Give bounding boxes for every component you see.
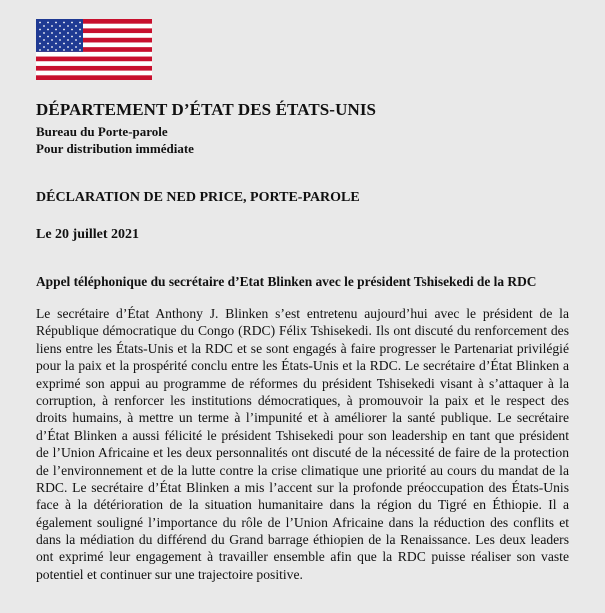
body-line: potentiel et continuer sur une trajectoire positive.	[36, 566, 303, 582]
body-line: Le secrétaire d’État Anthony J. Blinken s’est entretenu aujourd’hui avec le président de la	[36, 306, 569, 321]
body-line: d’État Blinken a aussi félicité le président Tshisekedi pour son leadership en tant que président	[36, 427, 569, 443]
us-flag-icon	[36, 19, 152, 80]
statement-body	[36, 305, 569, 583]
body-line: face à la détérioration de la situation humanitaire dans la région du Tigré en Éthiopie. Il a	[36, 497, 569, 513]
body-line: pour la paix et la prospérité conclu entre les États-Unis et la RDC. Le secrétaire d’État Blinken a	[36, 358, 569, 374]
body-line: également souligné l’importance du rôle de l’Union Africaine dans la réduction des conflits et	[36, 514, 569, 530]
body-line: de l’environnement et de la lutte contre la crise climatique une priorité au cours du mandat de la	[36, 462, 569, 478]
body-line: droits humains, à mettre un terme à l’impunité et à améliorer la santé publique. Le secrétaire	[36, 410, 569, 426]
body-line: de l’Union Africaine et les deux personnalités ont discuté de la nécessité de faire de la protection	[36, 445, 569, 461]
bureau-label: Bureau du Porte-parole	[36, 124, 168, 139]
body-line: République démocratique du Congo (RDC) Félix Tshisekedi. Ils ont discuté du renforcement des	[36, 323, 569, 339]
body-line: RDC. Le secrétaire d’État Blinken a mis l’accent sur la profonde préoccupation des États-Unis	[36, 479, 569, 495]
body-line: dans la médiation du différend du Grand barrage éthiopien de la Renaissance. Les deux leaders	[36, 532, 569, 548]
department-title: DÉPARTEMENT D’ÉTAT DES ÉTATS-UNIS	[36, 100, 377, 119]
distribution-label: Pour distribution immédiate	[36, 141, 194, 156]
statement-headline: Appel téléphonique du secrétaire d’Etat Blinken avec le président Tshisekedi de la RDC	[36, 274, 537, 289]
body-line: corruption, à renforcer les institutions démocratiques, à promouvoir la paix et le respect des	[36, 392, 569, 408]
statement-title: DÉCLARATION DE NED PRICE, PORTE-PAROLE	[36, 190, 360, 205]
body-line: ont exprimé leur engagement à travailler ensemble afin que la RDC puisse réaliser son vaste	[36, 549, 569, 565]
body-line: liens entre les États-Unis et la RDC et se sont engagés à faire progresser le Partenariat privilégié	[36, 340, 569, 356]
body-line: exprimé son appui au programme de réformes du président Tshisekedi visant à s’attaquer à la	[36, 375, 569, 391]
statement-date: Le 20 juillet 2021	[36, 227, 140, 242]
